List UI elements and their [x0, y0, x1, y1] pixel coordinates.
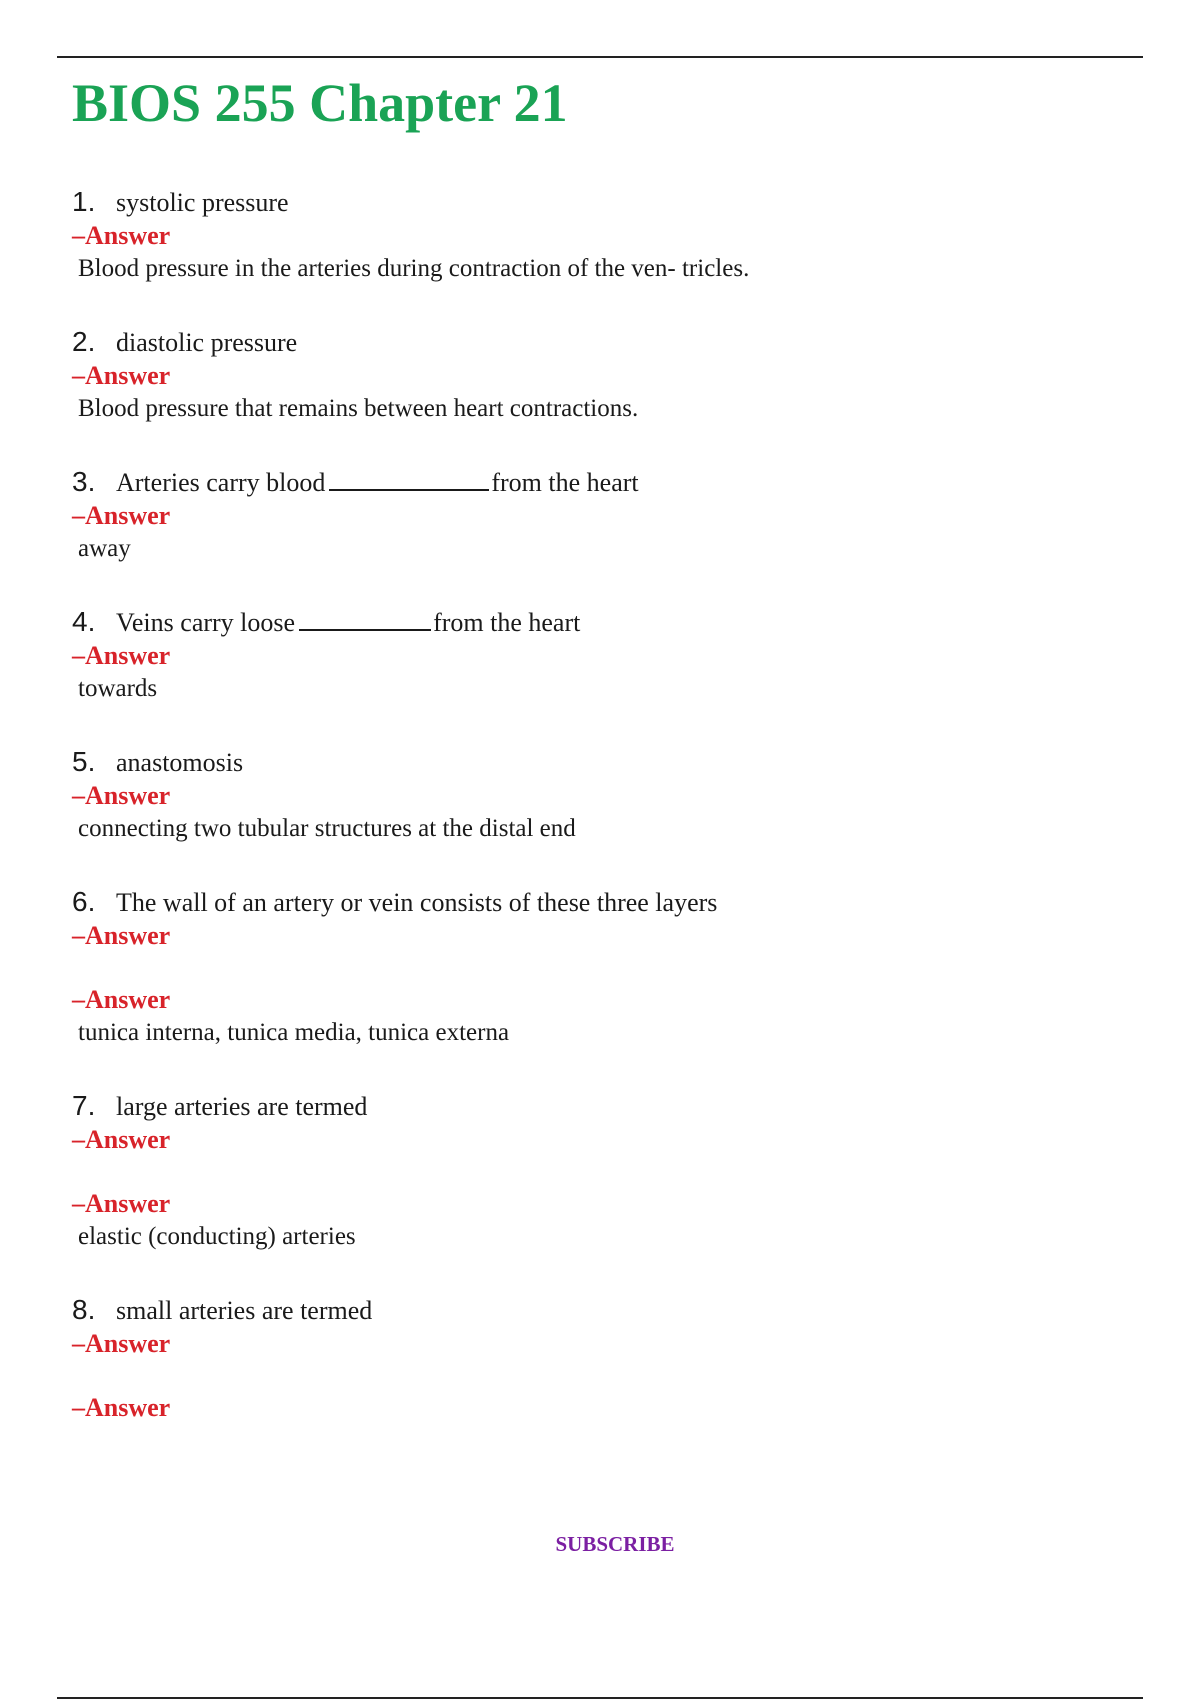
question-line	[72, 184, 1132, 220]
question-line	[72, 464, 1132, 500]
question-number: 3.	[72, 466, 96, 497]
answer-label: –Answer	[72, 1329, 171, 1358]
answer-text: towards	[78, 675, 158, 702]
question-line	[72, 324, 1132, 360]
answer-text: elastic (conducting) arteries	[78, 1223, 356, 1250]
qa-list	[72, 184, 1132, 1462]
answer-text-empty	[72, 1156, 1132, 1188]
question-number: 4.	[72, 606, 96, 637]
answer-text: connecting two tubular structures at the distal end	[78, 815, 576, 842]
top-rule	[57, 56, 1143, 58]
question-text: systolic pressure	[116, 188, 289, 217]
answer-text: away	[78, 535, 131, 562]
answer-label: –Answer	[72, 921, 171, 950]
answer-label: –Answer	[72, 1393, 171, 1422]
answer-label: –Answer	[72, 641, 171, 670]
document-title: BIOS 255 Chapter 21	[72, 73, 568, 133]
question-text: large arteries are termed	[116, 1092, 368, 1121]
qa-item	[72, 884, 1132, 1050]
bottom-rule	[57, 1697, 1143, 1699]
answer-text-empty	[72, 1360, 1132, 1392]
question-line	[72, 884, 1132, 920]
question-number: 2.	[72, 326, 96, 357]
question-text: The wall of an artery or vein consists of these three layers	[116, 888, 718, 917]
question-number: 1.	[72, 186, 96, 217]
answer-text: Blood pressure that remains between heart contractions.	[78, 395, 639, 422]
question-line	[72, 604, 1132, 640]
question-number: 6.	[72, 886, 96, 917]
qa-item	[72, 1088, 1132, 1254]
answer-label: –Answer	[72, 361, 171, 390]
question-line	[72, 744, 1132, 780]
question-text-after-blank: from the heart	[433, 608, 581, 637]
qa-item	[72, 464, 1132, 566]
question-text: diastolic pressure	[116, 328, 298, 357]
answer-text: tunica interna, tunica media, tunica externa	[78, 1019, 510, 1046]
qa-item	[72, 1292, 1132, 1424]
answer-label: –Answer	[72, 1125, 171, 1154]
fill-in-blank	[329, 465, 489, 491]
question-text-after-blank: from the heart	[491, 468, 639, 497]
question-number: 7.	[72, 1090, 96, 1121]
question-text: anastomosis	[116, 748, 244, 777]
fill-in-blank	[299, 605, 431, 631]
question-number: 8.	[72, 1294, 96, 1325]
qa-item	[72, 604, 1132, 706]
qa-item	[72, 324, 1132, 426]
answer-label: –Answer	[72, 221, 171, 250]
question-number: 5.	[72, 746, 96, 777]
answer-label: –Answer	[72, 1189, 171, 1218]
answer-label: –Answer	[72, 781, 171, 810]
answer-text-empty	[72, 952, 1132, 984]
question-line	[72, 1292, 1132, 1328]
answer-text: Blood pressure in the arteries during contraction of the ven- tricles.	[78, 255, 750, 282]
subscribe-link[interactable]: SUBSCRIBE	[555, 1532, 675, 1556]
question-text: small arteries are termed	[116, 1296, 373, 1325]
question-text-before-blank: Arteries carry blood	[116, 468, 326, 497]
answer-label: –Answer	[72, 501, 171, 530]
qa-item	[72, 744, 1132, 846]
question-text-before-blank: Veins carry loose	[116, 608, 296, 637]
qa-item	[72, 184, 1132, 286]
answer-label: –Answer	[72, 985, 171, 1014]
question-line	[72, 1088, 1132, 1124]
